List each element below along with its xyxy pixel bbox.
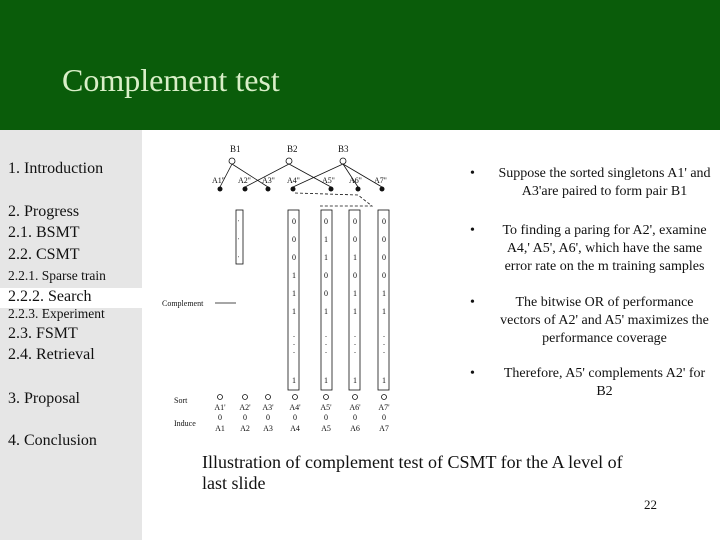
b3-label: B3 (338, 144, 349, 154)
svg-text:.: . (354, 346, 356, 355)
b3-node (340, 158, 346, 164)
a2-top-label: A2'' (238, 176, 251, 185)
svg-text:.: . (325, 338, 327, 347)
outline-sidebar (0, 130, 142, 540)
complement-test-figure (150, 140, 450, 440)
bullet-dot: • (470, 166, 475, 181)
a5-top-label: A5'' (322, 176, 335, 185)
matrix-cell: 0 (382, 271, 386, 280)
a2-vector-mark: ' (238, 220, 240, 226)
a3-top-label: A3'' (262, 176, 275, 185)
b1-node (229, 158, 235, 164)
matrix-cell: 0 (292, 235, 296, 244)
svg-text:.: . (325, 346, 327, 355)
matrix-cell: 1 (324, 253, 328, 262)
bullet-dot: • (470, 295, 475, 310)
a-node-marker: 0 (382, 413, 386, 422)
a-node-marker: 0 (243, 413, 247, 422)
bullet-text: The bitwise OR of performance vectors of A2' and A5' maximizes the performance coverage (500, 295, 709, 346)
sidebar-item-sparse-train[interactable]: 2.2.1. Sparse train (8, 268, 106, 283)
sidebar-item-csmt[interactable]: 2.2. CSMT (8, 246, 80, 263)
matrix-cell: 0 (324, 217, 328, 226)
matrix-cell: 1 (382, 376, 386, 385)
bullet-dot: • (470, 366, 475, 381)
sidebar-item-introduction[interactable]: 1. Introduction (8, 160, 104, 177)
svg-text:.: . (325, 330, 327, 339)
a6-top-label: A6'' (349, 176, 362, 185)
matrix-cell: 1 (324, 307, 328, 316)
bullet-dot: • (470, 223, 475, 238)
a2-vector-mark: ' (238, 238, 240, 244)
matrix-cell: 0 (292, 253, 296, 262)
matrix-cell: 0 (292, 217, 296, 226)
svg-text:.: . (293, 338, 295, 347)
sidebar-item-proposal[interactable]: 3. Proposal (8, 390, 80, 407)
a-label: A2 (240, 424, 250, 433)
a2-vector-mark: ' (238, 256, 240, 262)
svg-text:.: . (293, 346, 295, 355)
a-label: A5 (321, 424, 331, 433)
b2-node (286, 158, 292, 164)
figure-caption: Illustration of complement test of CSMT for the A level of last slide (202, 452, 623, 493)
matrix-cell: 1 (292, 289, 296, 298)
a-node-marker: 0 (218, 413, 222, 422)
matrix-cell: 0 (353, 217, 357, 226)
matrix-cell: 1 (353, 289, 357, 298)
b3-edges (293, 164, 382, 187)
b1-label: B1 (230, 144, 241, 154)
candidate-group-outline (295, 193, 372, 206)
a-node-marker: 0 (324, 413, 328, 422)
svg-text:.: . (383, 346, 385, 355)
a-node-marker: 0 (353, 413, 357, 422)
matrix-cell: 1 (292, 307, 296, 316)
a-prime-label: A4' (289, 403, 301, 412)
bullet-text: To finding a paring for A2', examine A4,' A5', A6', which have the same error rate on the m training samples (502, 223, 707, 274)
a-label: A4 (290, 424, 300, 433)
matrix-cell: 1 (353, 376, 357, 385)
sort-label: Sort (174, 396, 188, 405)
sidebar-item-fsmt[interactable]: 2.3. FSMT (8, 325, 78, 342)
a-prime-label: A5' (320, 403, 332, 412)
a7-top-label: A7'' (374, 176, 387, 185)
a-node-marker: 0 (293, 413, 297, 422)
sidebar-item-experiment[interactable]: 2.2.3. Experiment (8, 306, 105, 321)
a1-top-label: A1'' (212, 176, 225, 185)
complement-label: Complement (162, 299, 204, 308)
matrix-cell: 1 (382, 307, 386, 316)
matrix-cell: 1 (324, 235, 328, 244)
matrix-cell: 0 (353, 271, 357, 280)
a-prime-label: A7' (378, 403, 390, 412)
a4-top-label: A4'' (287, 176, 300, 185)
sidebar-item-bsmt[interactable]: 2.1. BSMT (8, 224, 80, 241)
svg-text:.: . (383, 338, 385, 347)
a-label: A3 (263, 424, 273, 433)
matrix-cell: 0 (382, 253, 386, 262)
a-prime-label: A6' (349, 403, 361, 412)
a-prime-label: A1' (214, 403, 226, 412)
matrix-cell: 0 (353, 235, 357, 244)
svg-text:.: . (293, 330, 295, 339)
induce-label: Induce (174, 419, 196, 428)
sidebar-item-progress[interactable]: 2. Progress (8, 203, 80, 220)
a-node-marker: 0 (266, 413, 270, 422)
matrix-cell: 1 (292, 376, 296, 385)
matrix-cell: 0 (382, 235, 386, 244)
matrix-cell: 1 (353, 307, 357, 316)
svg-text:.: . (354, 338, 356, 347)
sidebar-item-search[interactable]: 2.2.2. Search (0, 288, 142, 308)
matrix-cell: 0 (324, 289, 328, 298)
b2-label: B2 (287, 144, 298, 154)
sidebar-item-retrieval[interactable]: 2.4. Retrieval (8, 346, 95, 363)
matrix-cell: 1 (324, 376, 328, 385)
bullet-text: Therefore, A5' complements A2' for B2 (503, 366, 706, 399)
vector-columns (236, 210, 389, 390)
matrix-cell: 0 (382, 217, 386, 226)
matrix-cell: 1 (292, 271, 296, 280)
slide-title: Complement test (62, 62, 280, 98)
matrix-cell: 1 (353, 253, 357, 262)
matrix-cell: 0 (324, 271, 328, 280)
slide-header (0, 0, 720, 130)
a-label: A1 (215, 424, 225, 433)
svg-text:.: . (354, 330, 356, 339)
bottom-nodes (218, 395, 387, 400)
matrix-cell: 1 (382, 289, 386, 298)
a-prime-label: A2' (239, 403, 251, 412)
a-top-nodes (218, 187, 385, 192)
page-number: 22 (644, 497, 657, 512)
a-label: A6 (350, 424, 360, 433)
svg-text:.: . (383, 330, 385, 339)
bullet-text: Suppose the sorted singletons A1' and A3'are paired to form pair B1 (498, 166, 711, 199)
a-prime-label: A3' (262, 403, 274, 412)
a-label: A7 (379, 424, 389, 433)
sidebar-item-conclusion[interactable]: 4. Conclusion (8, 432, 97, 449)
